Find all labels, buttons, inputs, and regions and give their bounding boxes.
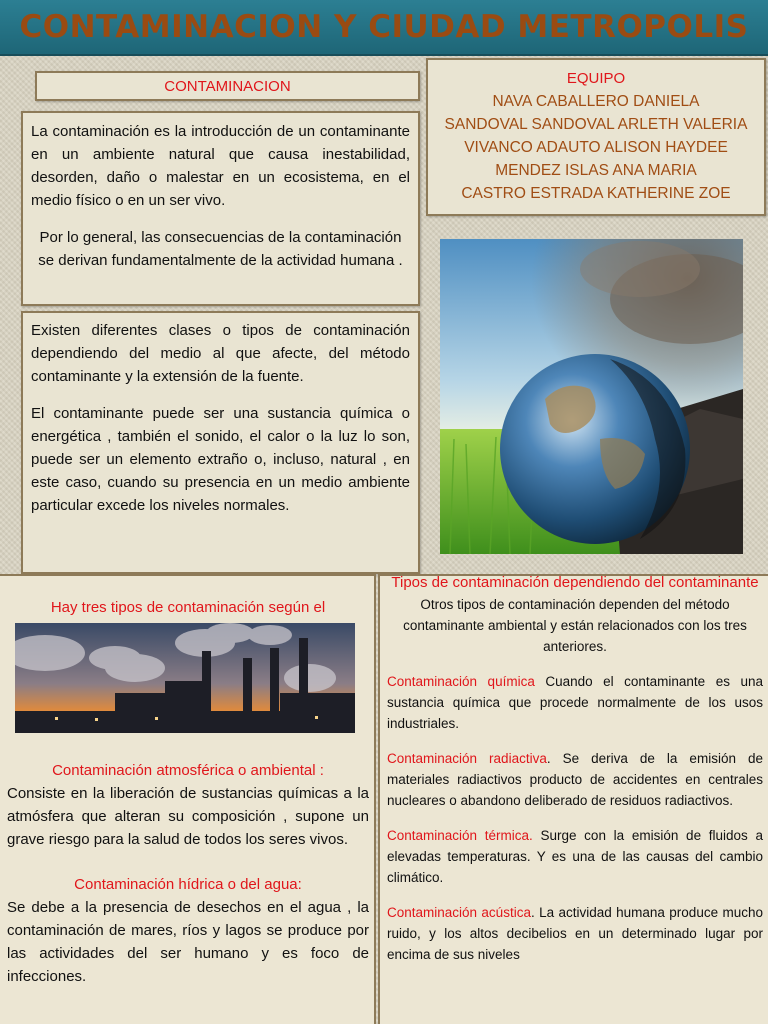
water-text: Se debe a la presencia de desechos en el agua , la contaminación de mares, ríos y lagos se produce por las actividades del ser humano y es foco de infecciones. [7,899,369,985]
acoustic-text: . La actividad humana produce mucho ruido, y los altos decibelios en un determinado lugar por encima de sus niveles [387,905,763,962]
thermal-item [387,825,763,888]
acoustic-item [387,902,763,965]
chemical-text: Cuando el contaminante es una sustancia química que procede normalmente de los usos industriales. [387,674,763,731]
definition-paragraph: La contaminación es la introducción de un contaminante en un ambiente natural que causa inestabilidad, desorden, daño o malestar en un ecosistema, en el medio físico o en un ser vivo. [31,123,410,209]
contaminant-paragraph: El contaminante puede ser una sustancia química o energética , también el sonido, el calor o la luz lo son, puede ser un elemento extraño o, incluso, natural , en este caso, cuando su presencia en un medio ambiente particular excede los niveles normales. [31,405,410,514]
team-member: VIVANCO ADAUTO ALISON HAYDEE [464,139,728,156]
earth-pollution-image [440,239,743,554]
team-label: EQUIPO [566,70,626,87]
page-title: CONTAMINACION Y CIUDAD METROPOLIS [19,9,749,45]
team-member: MENDEZ ISLAS ANA MARIA [495,162,697,179]
chemical-item [387,671,763,734]
consequences-paragraph: Por lo general, las consecuencias de la contaminación se derivan fundamentalmente de la actividad humana . [38,229,403,269]
contaminant-types-title: Tipos de contaminación dependiendo del contaminante [391,574,759,591]
thermal-label: Contaminación térmica. [387,828,533,843]
three-types-panel [0,574,376,1024]
section-subtitle-box [35,71,420,101]
contaminant-types-intro: Otros tipos de contaminación dependen del método contaminante ambiental y están relacionados con los tres anteriores. [403,597,747,654]
team-box [426,58,766,216]
thermal-text: Surge con la emisión de fluidos a elevadas temperaturas. Y es una de las causas del cambio climático. [387,828,764,885]
team-member: NAVA CABALLERO DANIELA [492,93,700,110]
atmospheric-heading: Contaminación atmosférica o ambiental : [52,762,324,779]
factory-smoke-image [15,623,355,733]
contaminant-types-panel [378,574,768,1024]
atmospheric-text: Consiste en la liberación de sustancias químicas a la atmósfera que alteran su composición , supone un grave riesgo para la salud de todos los seres vivos. [7,785,369,848]
types-intro-box [21,311,420,574]
header-banner [0,0,768,56]
section-subtitle: CONTAMINACION [164,77,291,95]
radioactive-label: Contaminación radiactiva [387,751,547,766]
definition-box [21,111,420,306]
water-heading: Contaminación hídrica o del agua: [74,876,302,893]
chemical-label: Contaminación química [387,674,535,689]
team-member: CASTRO ESTRADA KATHERINE ZOE [461,185,731,202]
team-member: SANDOVAL SANDOVAL ARLETH VALERIA [444,116,748,133]
radioactive-text: . Se deriva de la emisión de materiales radiactivos producto de accidentes en centrales nucleares o abandono deliberado de residuos radiactivos. [387,751,763,808]
three-types-text [7,759,369,988]
three-types-title: Hay tres tipos de contaminación según el [50,599,326,616]
acoustic-label: Contaminación acústica [387,905,531,920]
radioactive-item [387,748,763,811]
types-paragraph: Existen diferentes clases o tipos de contaminación dependiendo del medio al que afecte, del método contaminante y la extensión de la fuente. [31,322,410,385]
contaminant-types-text [387,574,763,965]
